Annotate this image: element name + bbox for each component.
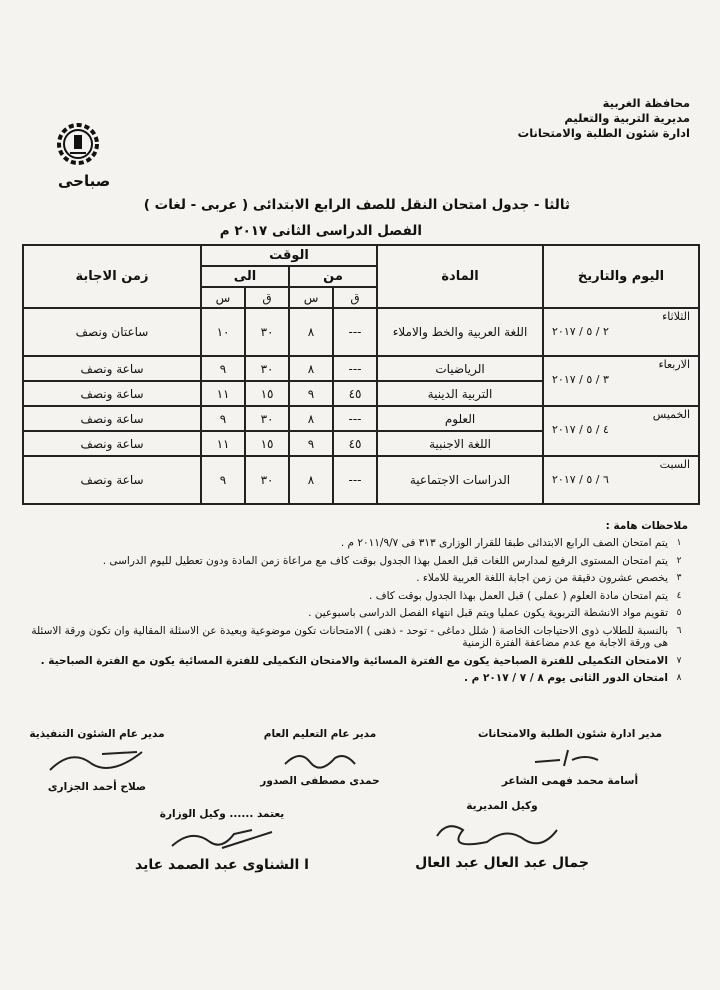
authority-header [470, 96, 690, 141]
header-from-minute: ق [333, 287, 377, 308]
day-cell [543, 456, 699, 504]
note-text: الامتحان التكميلى للفترة الصباحية يكون مع الفترة المسائية والامتحان التكميلى للفترة المسائية يكون مع الفترة الصباحية . [40, 654, 668, 667]
note-text: تقويم مواد الانشطة التربوية يكون عمليا ويتم قبل انتهاء الفصل الدراسى باسبوعين . [308, 607, 668, 619]
to-hour-cell: ٩ [201, 356, 245, 381]
signature-block [402, 800, 602, 871]
day-name: السبت [659, 458, 691, 471]
day-date: ٢ / ٥ / ٢٠١٧ [552, 325, 609, 338]
directorate-line: مديرية التربية والتعليم [564, 111, 690, 125]
list-item [30, 672, 690, 685]
signature-block [450, 728, 690, 787]
header-subject: المادة [377, 245, 543, 308]
signatory-title: مدير ادارة شئون الطلبة والامتحانات [477, 728, 663, 740]
day-date: ٤ / ٥ / ٢٠١٧ [552, 423, 609, 436]
signature-scrawl [530, 744, 610, 772]
subject-cell: الدراسات الاجتماعية [377, 456, 543, 504]
duration-cell: ساعتان ونصف [23, 308, 201, 356]
note-text: يتم امتحان الصف الرابع الابتدائى طبقا للقرار الوزارى ٣١٣ فى ٢٠١١/٩/٧ م . [340, 537, 668, 549]
from-minute-cell: --- [333, 406, 377, 431]
note-number: ٣ [676, 573, 682, 583]
page-title: ثالثا - جدول امتحان النقل للصف الرابع الابتدائى ( عربى - لغات ) [143, 197, 570, 213]
note-number: ٧ [676, 655, 682, 666]
to-hour-cell: ١٠ [201, 308, 245, 356]
signatory-title: يعتمد ...... وكيل الوزارة [159, 808, 285, 820]
table-row [23, 456, 699, 504]
from-minute-cell: ٤٥ [333, 431, 377, 456]
note-number: ٥ [676, 608, 682, 618]
signatory-name: أسامة محمد فهمى الشاعر [501, 775, 639, 787]
from-minute-cell: ٤٥ [333, 381, 377, 406]
day-name: الخميس [652, 408, 691, 421]
signature-scrawl [162, 824, 282, 854]
list-item [30, 655, 690, 668]
to-minute-cell: ٣٠ [245, 456, 289, 504]
term-title: الفصل الدراسى الثانى ٢٠١٧ م [219, 223, 422, 239]
note-text: بالنسبة للطلاب ذوى الاحتياجات الخاصة ( شلل دماغى - توحد - ذهنى ) الامتحانات تكون موضوعية وبعيدة عن الاسئلة المقالية وان تكون ورقة الاسئلة هى ورقة الاجابة مع عدم مضاعفة الفترة الزمنية [31, 624, 668, 649]
signature-block [22, 728, 172, 793]
from-minute-cell: --- [333, 308, 377, 356]
administration-line: ادارة شئون الطلبة والامتحانات [517, 126, 690, 140]
note-number: ١ [676, 538, 682, 548]
from-hour-cell: ٨ [289, 456, 333, 504]
shift-label: صباحى [58, 172, 111, 190]
from-minute-cell: --- [333, 456, 377, 504]
table-row [23, 406, 699, 431]
to-minute-cell: ١٥ [245, 431, 289, 456]
subject-cell: الرياضيات [377, 356, 543, 381]
duration-cell: ساعة ونصف [23, 406, 201, 431]
signature-block [245, 728, 395, 787]
notes-heading: ملاحظات هامة : [605, 520, 688, 532]
from-hour-cell: ٨ [289, 356, 333, 381]
from-hour-cell: ٩ [289, 381, 333, 406]
duration-cell: ساعة ونصف [23, 356, 201, 381]
signature-scrawl [42, 744, 152, 778]
note-text: يتم امتحان مادة العلوم ( عملى ) قبل العمل بهذا الجدول بوقت كاف . [369, 589, 668, 602]
signatory-name: حمدى مصطفى الصدور [260, 775, 380, 787]
gear-emblem-icon [52, 118, 104, 170]
header-from-hour: س [289, 287, 333, 308]
header-duration: زمن الاجابة [23, 245, 201, 308]
to-minute-cell: ٣٠ [245, 356, 289, 381]
to-hour-cell: ٩ [201, 406, 245, 431]
from-minute-cell: --- [333, 356, 377, 381]
signature-scrawl [427, 816, 577, 852]
list-item [30, 572, 690, 585]
signatory-title: مدير عام التعليم العام [263, 728, 377, 740]
header-time: الوقت [201, 245, 377, 266]
to-hour-cell: ١١ [201, 381, 245, 406]
to-hour-cell: ١١ [201, 431, 245, 456]
list-item [30, 555, 690, 568]
header-to-minute: ق [245, 287, 289, 308]
note-number: ٨ [676, 673, 682, 683]
duration-cell: ساعة ونصف [23, 381, 201, 406]
from-hour-cell: ٩ [289, 431, 333, 456]
subject-cell: التربية الدينية [377, 381, 543, 406]
note-number: ٤ [676, 590, 682, 601]
subject-cell: اللغة الاجنبية [377, 431, 543, 456]
note-text: يتم امتحان المستوى الرفيع لمدارس اللغات قبل العمل بهذا الجدول بوقت كاف مع مراعاة زمن المادة ودون تعطيل لليوم الدراسى . [102, 554, 668, 567]
signatory-name: ا الشناوى عبد الصمد عايد [135, 857, 309, 873]
notes-list [30, 537, 690, 690]
to-minute-cell: ١٥ [245, 381, 289, 406]
governorate-line: محافظة الغربية [602, 96, 690, 110]
duration-cell: ساعة ونصف [23, 456, 201, 504]
signature-block [92, 808, 352, 873]
header-to: الى [201, 266, 289, 287]
day-cell [543, 308, 699, 356]
from-hour-cell: ٨ [289, 406, 333, 431]
header-day-date: اليوم والتاريخ [543, 245, 699, 308]
subject-cell: اللغة العربية والخط والاملاء [377, 308, 543, 356]
note-text: امتحان الدور الثانى يوم ٨ / ٧ / ٢٠١٧ م . [463, 672, 668, 684]
exam-schedule-table [22, 244, 700, 505]
to-minute-cell: ٣٠ [245, 308, 289, 356]
table-row [23, 356, 699, 381]
list-item [30, 607, 690, 620]
day-cell [543, 356, 699, 406]
list-item [30, 537, 690, 550]
note-text: يخصص عشرون دقيقة من زمن اجابة اللغة العربية للاملاء . [416, 572, 668, 584]
day-cell [543, 406, 699, 456]
day-date: ٦ / ٥ / ٢٠١٧ [552, 473, 609, 486]
from-hour-cell: ٨ [289, 308, 333, 356]
signatory-name: جمال عبد العال عبد العال [415, 855, 589, 871]
day-date: ٣ / ٥ / ٢٠١٧ [552, 373, 609, 386]
to-minute-cell: ٣٠ [245, 406, 289, 431]
header-to-hour: س [201, 287, 245, 308]
day-name: الثلاثاء [662, 310, 691, 323]
duration-cell: ساعة ونصف [23, 431, 201, 456]
note-number: ٢ [676, 555, 682, 566]
table-row [23, 308, 699, 356]
to-hour-cell: ٩ [201, 456, 245, 504]
signature-scrawl [280, 744, 360, 772]
day-name: الاربعاء [658, 358, 691, 371]
list-item [30, 625, 690, 650]
signatory-name: صلاح أحمد الجزارى [47, 781, 147, 793]
header-from: من [289, 266, 377, 287]
signatory-title: وكيل المديرية [466, 800, 538, 812]
signatory-title: مدير عام الشئون التنفيذية [29, 728, 165, 740]
list-item [30, 590, 690, 603]
subject-cell: العلوم [377, 406, 543, 431]
note-number: ٦ [676, 625, 682, 636]
